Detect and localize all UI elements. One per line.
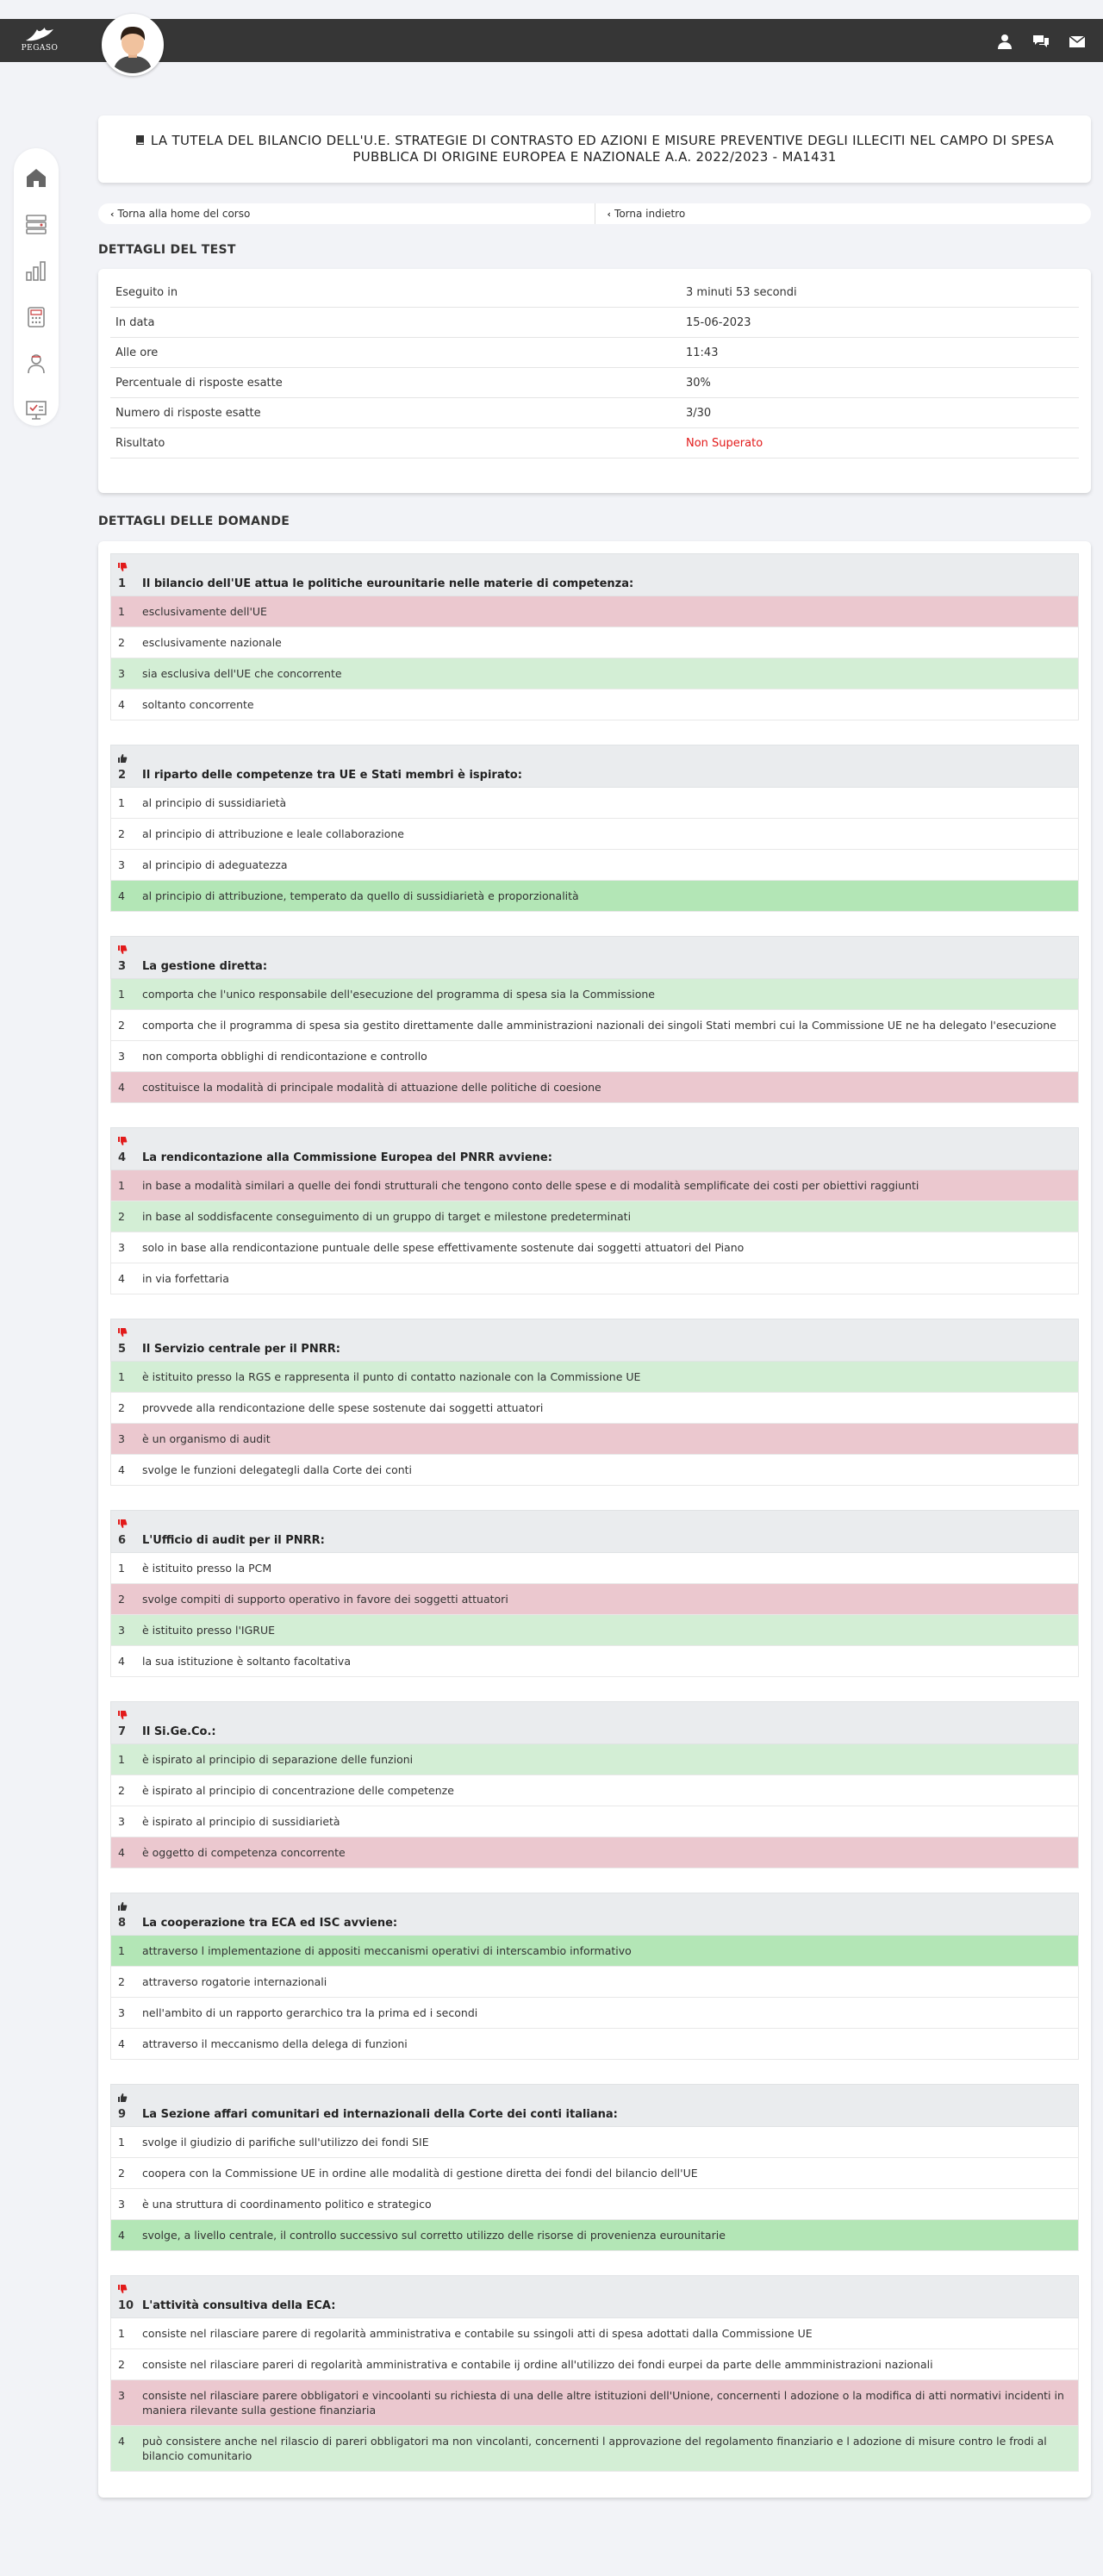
question-text: La rendicontazione alla Commissione Europea del PNRR avviene:: [142, 1151, 552, 1164]
thumbs-up-icon: [117, 1901, 128, 1912]
answer-option: [110, 1998, 1079, 2029]
answer-option: [110, 1170, 1079, 1201]
question-header: [110, 936, 1079, 979]
answer-number: 4: [118, 1272, 125, 1285]
question-block: [110, 1319, 1079, 1486]
answer-number: 2: [118, 2358, 125, 2371]
question-number: 8: [118, 1917, 127, 1930]
stats-icon[interactable]: [24, 259, 48, 283]
answer-number: 4: [118, 1081, 125, 1094]
answer-option: [110, 658, 1079, 689]
answer-text: soltanto concorrente: [142, 698, 254, 711]
answer-number: 2: [118, 636, 125, 649]
answer-option: [110, 2220, 1079, 2251]
test-detail-label: Numero di risposte esatte: [115, 406, 261, 420]
answer-option: [110, 1584, 1079, 1615]
answer-text: al principio di adeguatezza: [142, 858, 288, 871]
answer-text: costituisce la modalità di principale modalità di attuazione delle politiche di coesione: [142, 1081, 601, 1094]
answer-option: [110, 627, 1079, 658]
thumbs-down-icon: [117, 562, 128, 572]
answer-text: non comporta obblighi di rendicontazione e controllo: [142, 1050, 427, 1063]
answer-text: consiste nel rilasciare parere obbligatori e vincoolanti su richiesta di una delle altre istituzioni dell'Unione, concernenti l adozione o la modifica di atti normativi incidenti in maniera rilevante sulla gestione finanziaria: [142, 2389, 1064, 2417]
test-detail-value: 15-06-2023: [686, 315, 751, 329]
answer-number: 3: [118, 1624, 125, 1637]
question-block: [110, 553, 1079, 720]
answer-number: 3: [118, 667, 125, 680]
answer-text: svolge compiti di supporto operativo in favore dei soggetti attuatori: [142, 1593, 508, 1606]
question-text: Il Si.Ge.Co.:: [142, 1725, 216, 1738]
answer-text: comporta che il programma di spesa sia gestito direttamente dalle amministrazioni nazionali dei singoli Stati membri cui la Commissione UE ne ha delegato l'esecuzione: [142, 1019, 1056, 1032]
answer-number: 1: [118, 2327, 125, 2340]
answer-number: 4: [118, 1463, 125, 1476]
answer-number: 1: [118, 1944, 125, 1957]
question-header: [110, 2275, 1079, 2318]
answer-text: è istituito presso l'IGRUE: [142, 1624, 275, 1637]
answer-option: [110, 1936, 1079, 1967]
answer-text: svolge il giudizio di parifiche sull'utilizzo dei fondi SIE: [142, 2136, 429, 2149]
test-detail-row: [110, 398, 1079, 428]
answer-text: esclusivamente nazionale: [142, 636, 282, 649]
question-header: [110, 1510, 1079, 1553]
answer-option: [110, 850, 1079, 881]
answer-number: 4: [118, 698, 125, 711]
chat-icon[interactable]: [1032, 33, 1050, 50]
answer-text: provvede alla rendicontazione delle spese sostenute dai soggetti attuatori: [142, 1401, 544, 1414]
answer-text: coopera con la Commissione UE in ordine alle modalità di gestione diretta dei fondi del bilancio dell'UE: [142, 2167, 698, 2180]
answer-option: [110, 1615, 1079, 1646]
thumbs-down-icon: [117, 2284, 128, 2294]
answer-number: 2: [118, 827, 125, 840]
question-header: [110, 2084, 1079, 2127]
chevron-left-icon: ‹: [110, 208, 115, 220]
question-number: 1: [118, 577, 127, 590]
answer-option: [110, 1837, 1079, 1868]
answer-number: 4: [118, 2229, 125, 2242]
answer-option: [110, 788, 1079, 819]
question-number: 3: [118, 960, 127, 973]
answer-number: 1: [118, 1370, 125, 1383]
answer-number: 2: [118, 1210, 125, 1223]
question-text: L'Ufficio di audit per il PNRR:: [142, 1534, 325, 1547]
answer-number: 4: [118, 889, 125, 902]
question-number: 5: [118, 1343, 127, 1356]
answer-number: 2: [118, 1019, 125, 1032]
answer-option: [110, 1072, 1079, 1103]
answer-number: 3: [118, 1050, 125, 1063]
back-link[interactable]: [595, 203, 1092, 224]
answer-option: [110, 2426, 1079, 2472]
question-block: [110, 1701, 1079, 1868]
pegasus-wing-icon: [22, 26, 57, 43]
question-block: [110, 1893, 1079, 2060]
back-label: Torna indietro: [614, 208, 686, 220]
test-detail-label: Risultato: [115, 436, 165, 450]
question-number: 6: [118, 1534, 127, 1547]
question-header: [110, 1893, 1079, 1936]
question-text: Il Servizio centrale per il PNRR:: [142, 1343, 340, 1356]
back-to-course-link[interactable]: [98, 203, 595, 224]
question-header: [110, 553, 1079, 596]
logo-text: PEGASO: [21, 44, 59, 53]
answer-text: è ispirato al principio di sussidiarietà: [142, 1815, 340, 1828]
answer-number: 3: [118, 1241, 125, 1254]
page-title-text: LA TUTELA DEL BILANCIO DELL'U.E. STRATEGIE DI CONTRASTO ED AZIONI E MISURE PREVENTIVE DEGLI ILLECITI NEL CAMPO DI SPESA PUBBLICA DI ORIGINE EUROPEA E NAZIONALE A.A. 2022/2023 - MA1431: [150, 133, 1055, 165]
question-number: 10: [118, 2299, 134, 2312]
test-detail-row: [110, 368, 1079, 398]
test-detail-label: Alle ore: [115, 346, 159, 359]
answer-number: 1: [118, 1179, 125, 1192]
answer-text: svolge, a livello centrale, il controllo successivo sul corretto utilizzo delle risorse di provenienza eurounitarie: [142, 2229, 726, 2242]
back-navigation: [98, 203, 1091, 224]
answer-option: [110, 596, 1079, 627]
thumbs-down-icon: [117, 1710, 128, 1720]
answer-option: [110, 2158, 1079, 2189]
answer-text: può consistere anche nel rilascio di pareri obbligatori ma non vincolanti, concernenti l approvazione del regolamento finanziario e l adozione di misure contro le frodi al bilancio comunitario: [142, 2435, 1047, 2462]
answer-option: [110, 1041, 1079, 1072]
question-details-card: [98, 541, 1091, 2498]
test-detail-value: 3 minuti 53 secondi: [686, 285, 797, 299]
test-details-heading: DETTAGLI DEL TEST: [98, 243, 236, 257]
test-detail-value: 3/30: [686, 406, 712, 420]
test-detail-row: [110, 428, 1079, 458]
answer-text: sia esclusiva dell'UE che concorrente: [142, 667, 342, 680]
answer-text: solo in base alla rendicontazione puntuale delle spese effettivamente sostenute dai soggetti attuatori del Piano: [142, 1241, 745, 1254]
answer-number: 3: [118, 858, 125, 871]
answer-text: attraverso l implementazione di appositi meccanismi operativi di interscambio informativo: [142, 1944, 632, 1957]
question-text: L'attività consultiva della ECA:: [142, 2299, 336, 2312]
question-header: [110, 1319, 1079, 1362]
thumbs-down-icon: [117, 945, 128, 955]
answer-text: nell'ambito di un rapporto gerarchico tra la prima ed i secondi: [142, 2006, 478, 2019]
answer-text: attraverso rogatorie internazionali: [142, 1975, 327, 1988]
course-title-card: [98, 115, 1091, 183]
answer-option: [110, 819, 1079, 850]
answer-text: è una struttura di coordinamento politico e strategico: [142, 2198, 432, 2211]
chevron-left-icon: ‹: [607, 208, 612, 220]
question-block: [110, 1510, 1079, 1677]
question-block: [110, 745, 1079, 912]
pegaso-logo[interactable]: [16, 26, 64, 55]
answer-text: è ispirato al principio di separazione delle funzioni: [142, 1753, 414, 1766]
answer-option: [110, 1263, 1079, 1294]
mail-icon[interactable]: [1069, 33, 1086, 50]
answer-text: è oggetto di competenza concorrente: [142, 1846, 346, 1859]
user-icon[interactable]: [996, 33, 1013, 50]
answer-number: 1: [118, 605, 125, 618]
answer-number: 1: [118, 988, 125, 1001]
answer-text: in via forfettaria: [142, 1272, 229, 1285]
test-detail-value: 11:43: [686, 346, 719, 359]
answer-option: [110, 2349, 1079, 2380]
answer-number: 2: [118, 1401, 125, 1414]
question-block: [110, 2275, 1079, 2472]
answer-number: 2: [118, 1975, 125, 1988]
answer-text: è ispirato al principio di concentrazione delle competenze: [142, 1784, 454, 1797]
answer-option: [110, 1744, 1079, 1775]
question-block: [110, 936, 1079, 1103]
answer-text: in base al soddisfacente conseguimento di un gruppo di target e milestone predeterminati: [142, 1210, 632, 1223]
answer-number: 3: [118, 2006, 125, 2019]
answer-option: [110, 1362, 1079, 1393]
answer-number: 3: [118, 2389, 125, 2402]
thumbs-down-icon: [117, 1327, 128, 1338]
answer-option: [110, 689, 1079, 720]
answer-option: [110, 1806, 1079, 1837]
test-details-card: [98, 269, 1091, 493]
answer-option: [110, 979, 1079, 1010]
answer-text: la sua istituzione è soltanto facoltativa: [142, 1655, 351, 1668]
question-header: [110, 1701, 1079, 1744]
test-detail-row: [110, 308, 1079, 338]
thumbs-down-icon: [117, 1519, 128, 1529]
answer-option: [110, 1393, 1079, 1424]
answer-text: consiste nel rilasciare parere di regolarità amministrativa e contabile su ssingoli atti di spesa adottati dalla Commissione UE: [142, 2327, 813, 2340]
question-text: La gestione diretta:: [142, 960, 268, 973]
answer-text: attraverso il meccanismo della delega di funzioni: [142, 2037, 408, 2050]
thumbs-down-icon: [117, 1136, 128, 1146]
question-number: 4: [118, 1151, 127, 1164]
answer-number: 3: [118, 1432, 125, 1445]
answer-option: [110, 1010, 1079, 1041]
question-number: 7: [118, 1725, 127, 1738]
answer-text: in base a modalità similari a quelle dei fondi strutturali che tengono conto delle spese e di modalità semplificate dei costi per obiettivi raggiunti: [142, 1179, 919, 1192]
answer-number: 4: [118, 1655, 125, 1668]
answer-option: [110, 1424, 1079, 1455]
answer-text: è istituito presso la RGS e rappresenta il punto di contatto nazionale con la Commissione UE: [142, 1370, 641, 1383]
top-bar: [0, 19, 1103, 62]
question-number: 2: [118, 769, 127, 782]
page-title: [124, 133, 1065, 165]
question-header: [110, 745, 1079, 788]
answer-text: comporta che l'unico responsabile dell'esecuzione del programma di spesa sia la Commissione: [142, 988, 655, 1001]
answer-text: al principio di attribuzione e leale collaborazione: [142, 827, 404, 840]
answer-text: è istituito presso la PCM: [142, 1562, 272, 1575]
question-text: Il bilancio dell'UE attua le politiche eurounitarie nelle materie di competenza:: [142, 577, 634, 590]
answer-option: [110, 1553, 1079, 1584]
answer-text: esclusivamente dell'UE: [142, 605, 267, 618]
question-text: La cooperazione tra ECA ed ISC avviene:: [142, 1917, 398, 1930]
answer-option: [110, 1201, 1079, 1232]
back-to-course-label: Torna alla home del corso: [117, 208, 251, 220]
answer-text: svolge le funzioni delegategli dalla Corte dei conti: [142, 1463, 413, 1476]
answer-number: 1: [118, 1562, 125, 1575]
test-detail-value: 30%: [686, 376, 711, 390]
answer-option: [110, 1646, 1079, 1677]
answer-option: [110, 1775, 1079, 1806]
result-status: Non Superato: [686, 436, 763, 450]
answer-number: 2: [118, 2167, 125, 2180]
answer-number: 4: [118, 2037, 125, 2050]
answer-number: 4: [118, 1846, 125, 1859]
avatar-icon: [104, 16, 161, 73]
question-number: 9: [118, 2108, 127, 2121]
answer-option: [110, 2380, 1079, 2426]
thumbs-up-icon: [117, 2093, 128, 2103]
answer-number: 1: [118, 796, 125, 809]
answer-option: [110, 2029, 1079, 2060]
question-block: [110, 2084, 1079, 2251]
answer-number: 4: [118, 2435, 125, 2448]
question-header: [110, 1127, 1079, 1170]
question-details-heading: DETTAGLI DELLE DOMANDE: [98, 515, 290, 528]
answer-number: 1: [118, 2136, 125, 2149]
answer-option: [110, 2189, 1079, 2220]
book-icon: [135, 134, 146, 146]
avatar[interactable]: [102, 14, 164, 76]
thumbs-up-icon: [117, 753, 128, 764]
answer-option: [110, 881, 1079, 912]
answer-text: al principio di sussidiarietà: [142, 796, 287, 809]
answer-option: [110, 2318, 1079, 2349]
home-icon[interactable]: [24, 165, 48, 190]
answer-number: 2: [118, 1593, 125, 1606]
answer-number: 3: [118, 1815, 125, 1828]
answer-number: 1: [118, 1753, 125, 1766]
test-detail-label: In data: [115, 315, 155, 329]
answer-number: 3: [118, 2198, 125, 2211]
answer-text: consiste nel rilasciare pareri di regolarità amministrativa e contabile ij ordine all'utilizzo dei fondi eurpei da parte delle ammministrazioni nazionali: [142, 2358, 933, 2371]
question-text: Il riparto delle competenze tra UE e Stati membri è ispirato:: [142, 769, 522, 782]
courses-icon[interactable]: [24, 212, 48, 236]
answer-option: [110, 2127, 1079, 2158]
answer-option: [110, 1455, 1079, 1486]
test-detail-row: [110, 338, 1079, 368]
tests-icon[interactable]: [24, 398, 48, 422]
answer-text: al principio di attribuzione, temperato da quello di sussidiarietà e proporzionalità: [142, 889, 579, 902]
test-detail-row: [110, 278, 1079, 308]
tutor-icon[interactable]: [24, 352, 48, 376]
test-detail-label: Percentuale di risposte esatte: [115, 376, 283, 390]
side-navigation: [14, 148, 59, 426]
calculator-icon[interactable]: [24, 305, 48, 329]
test-detail-label: Eseguito in: [115, 285, 178, 299]
answer-option: [110, 1967, 1079, 1998]
question-block: [110, 1127, 1079, 1294]
answer-text: è un organismo di audit: [142, 1432, 271, 1445]
answer-number: 2: [118, 1784, 125, 1797]
answer-option: [110, 1232, 1079, 1263]
question-text: La Sezione affari comunitari ed internazionali della Corte dei conti italiana:: [142, 2108, 618, 2121]
